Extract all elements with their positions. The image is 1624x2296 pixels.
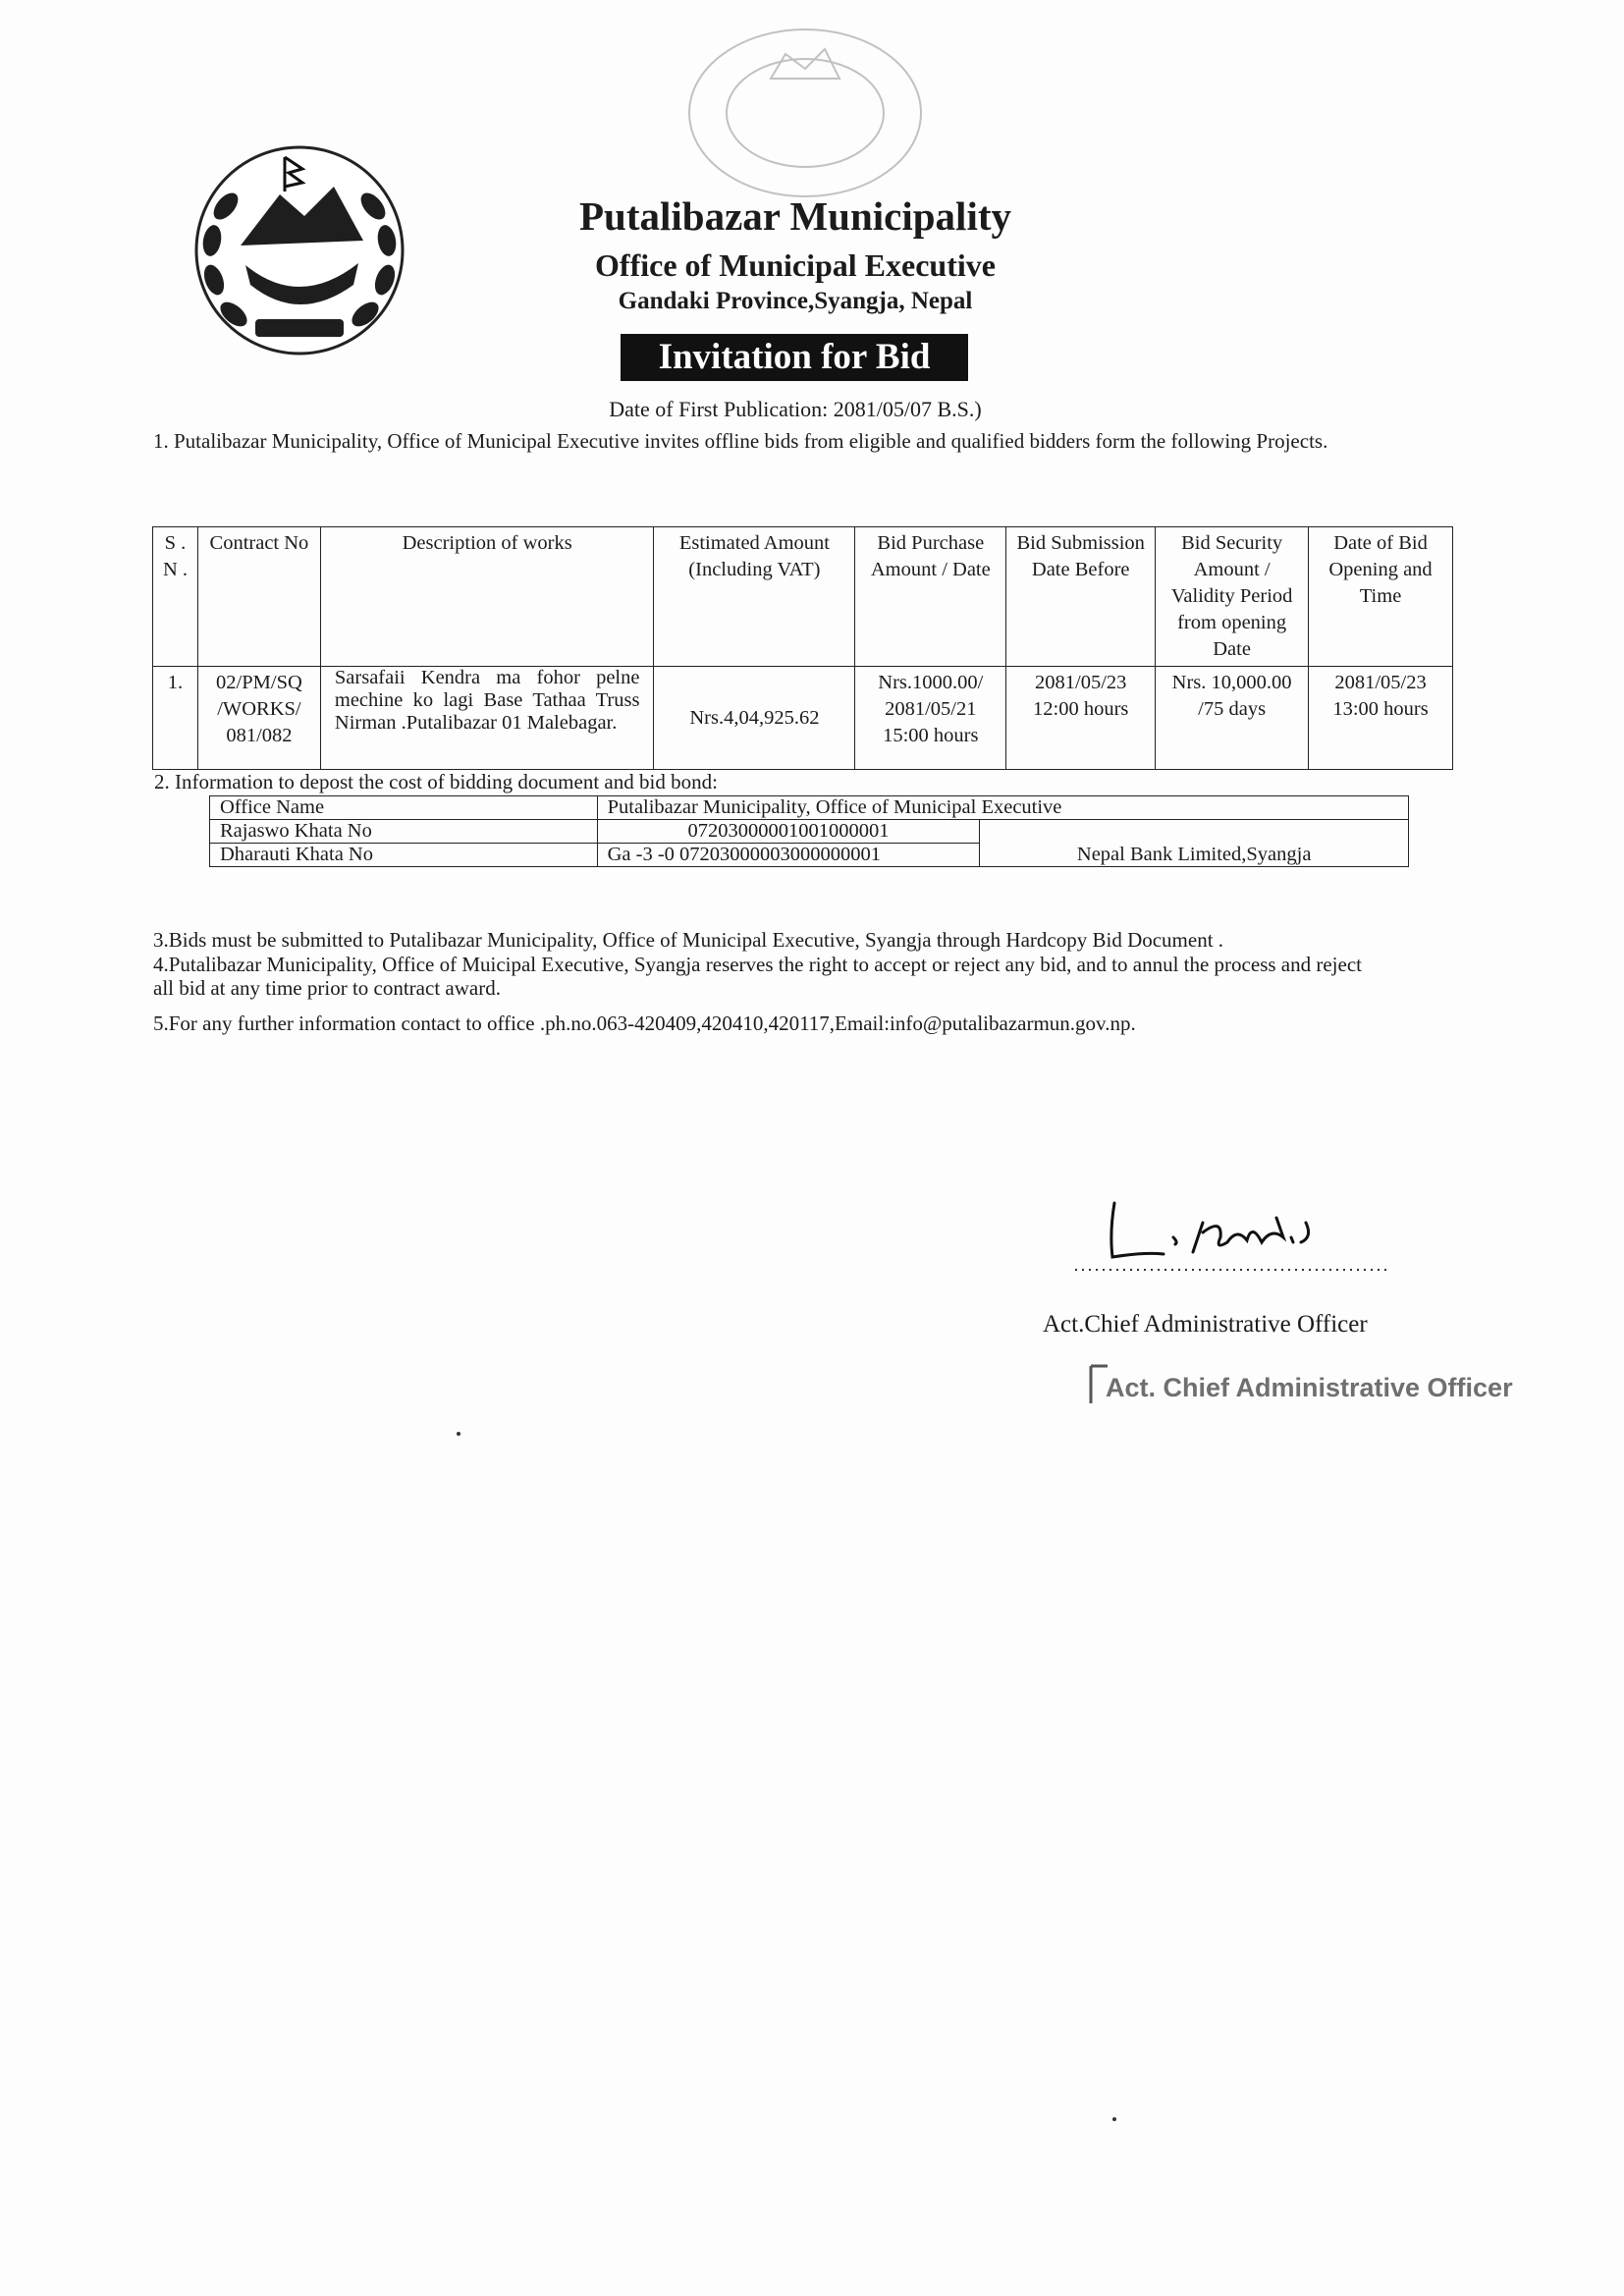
- paragraph-deposit-info: 2. Information to depost the cost of bidding document and bid bond:: [154, 770, 718, 793]
- paragraph-submission: 3.Bids must be submitted to Putalibazar Municipality, Office of Municipal Executive, Syangja through Hardcopy Bid Document .: [153, 928, 1224, 952]
- header-description: Description of works: [320, 527, 654, 667]
- paragraph-rights: 4.Putalibazar Municipality, Office of Muicipal Executive, Syangja reserves the right to accept or reject any bid, and to annul the process and reject all bid at any time prior to contract award.: [153, 953, 1362, 1000]
- header-contract-no: Contract No: [197, 527, 320, 667]
- rajaswo-label: Rajaswo Khata No: [210, 820, 598, 844]
- table-row: [153, 667, 1453, 770]
- header-bid-purchase: Bid Purchase Amount / Date: [855, 527, 1006, 667]
- bid-table: [152, 526, 1453, 770]
- scan-speck: [457, 1432, 460, 1436]
- address-line: Gandaki Province,Syangja, Nepal: [618, 288, 973, 314]
- cell-bid-submission: 2081/05/23 12:00 hours: [1006, 667, 1156, 770]
- bank-name: Nepal Bank Limited,Syangja: [980, 820, 1409, 867]
- cell-bid-opening: 2081/05/23 13:00 hours: [1309, 667, 1453, 770]
- publication-date: Date of First Publication: 2081/05/07 B.S.): [609, 397, 982, 421]
- table-row: [210, 820, 1409, 844]
- notice-title-banner: Invitation for Bid: [621, 334, 968, 381]
- table-row: [210, 796, 1409, 820]
- header-sn: S . N .: [153, 527, 198, 667]
- stamp-text: Act. Chief Administrative Officer: [1106, 1373, 1513, 1402]
- cell-sn: 1.: [153, 667, 198, 770]
- office-title: Office of Municipal Executive: [595, 247, 996, 283]
- scan-speck: [1112, 2117, 1116, 2121]
- bid-table-header-row: [153, 527, 1453, 667]
- header-bid-security: Bid Security Amount / Validity Period from opening Date: [1156, 527, 1309, 667]
- officer-stamp: [1088, 1360, 1513, 1407]
- header-bid-opening: Date of Bid Opening and Time: [1309, 527, 1453, 667]
- dharauti-value: Ga -3 -0 07203000003000000001: [597, 844, 980, 867]
- officer-title: Act.Chief Administrative Officer: [1043, 1311, 1368, 1338]
- cell-bid-purchase: Nrs.1000.00/ 2081/05/21 15:00 hours: [855, 667, 1006, 770]
- cell-description: Sarsafaii Kendra ma fohor pelne mechine ko lagi Base Tathaa Truss Nirman .Putalibazar 01 Malebagar.: [320, 667, 654, 770]
- header-estimated-amount: Estimated Amount (Including VAT): [654, 527, 855, 667]
- signature-mark: [1056, 1183, 1399, 1272]
- office-name-value: Putalibazar Municipality, Office of Municipal Executive: [597, 796, 1408, 820]
- cell-bid-security: Nrs. 10,000.00 /75 days: [1156, 667, 1309, 770]
- rajaswo-value: 07203000001001000001: [597, 820, 980, 844]
- paragraph-contact: 5.For any further information contact to office .ph.no.063-420409,420410,420117,Email:info@putalibazarmun.gov.np.: [153, 1011, 1136, 1035]
- cell-contract-no: 02/PM/SQ /WORKS/ 081/082: [197, 667, 320, 770]
- municipality-title: Putalibazar Municipality: [578, 193, 1011, 239]
- municipality-seal: [677, 20, 933, 206]
- cell-estimated-amount: Nrs.4,04,925.62: [654, 667, 855, 770]
- account-table: [209, 795, 1409, 867]
- office-name-label: Office Name: [210, 796, 598, 820]
- header-bid-submission: Bid Submission Date Before: [1006, 527, 1156, 667]
- paragraph-invitation: 1. Putalibazar Municipality, Office of Municipal Executive invites offline bids from eligible and qualified bidders form the following Projects.: [153, 429, 1328, 453]
- dharauti-label: Dharauti Khata No: [210, 844, 598, 867]
